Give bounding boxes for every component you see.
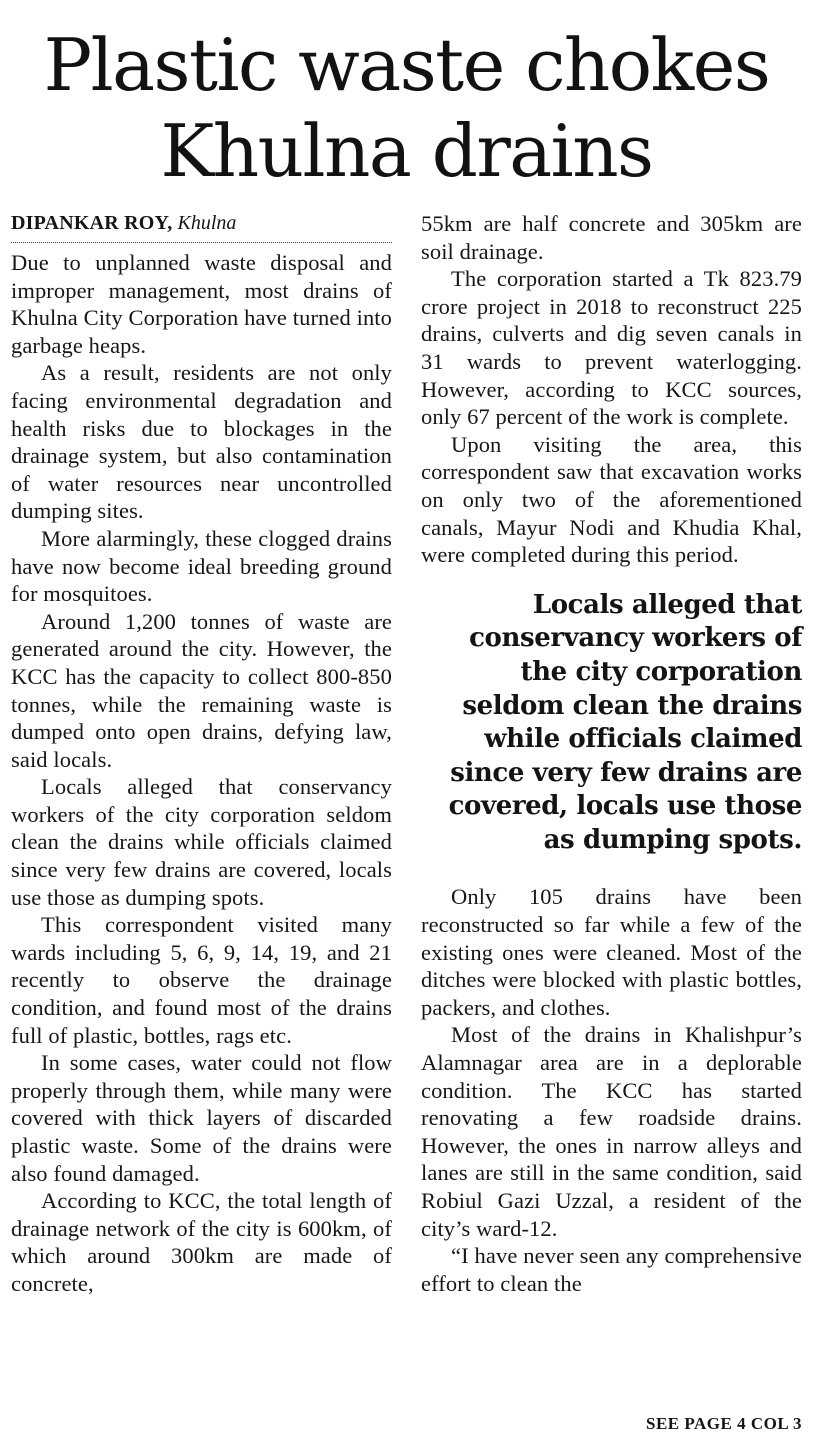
paragraph: More alarmingly, these clogged drains have now become ideal breeding ground for mosquitoes. <box>11 525 392 607</box>
right-column <box>421 210 802 1297</box>
continuation-jump-line: SEE PAGE 4 COL 3 <box>646 1414 802 1433</box>
paragraph: This correspondent visited many wards including 5, 6, 9, 14, 19, and 21 recently to observe the drainage condition, and found most of the drains full of plastic, bottles, rags etc. <box>11 912 392 1048</box>
left-column <box>11 210 392 1298</box>
paragraph: According to KCC, the total length of drainage network of the city is 600km, of which around 300km are made of concrete, <box>11 1188 392 1296</box>
paragraph: The corporation started a Tk 823.79 crore project in 2018 to reconstruct 225 drains, culverts and dig seven canals in 31 wards to prevent waterlogging. However, according to KCC sources, only 67 percent of the work is complete. <box>421 266 802 430</box>
paragraph: In some cases, water could not flow properly through them, while many were covered with thick layers of discarded plastic waste. Some of the drains were also found damaged. <box>11 1050 392 1186</box>
paragraph: Only 105 drains have been reconstructed so far while a few of the existing ones were cleaned. Most of the ditches were blocked with plastic bottles, packers, and clothes. <box>421 884 802 1020</box>
headline-line-2: Khulna drains <box>160 109 653 193</box>
paragraph: Locals alleged that conservancy workers of the city corporation seldom clean the drains while officials claimed since very few drains are covered, locals use those as dumping spots. <box>11 774 392 910</box>
paragraph: Due to unplanned waste disposal and improper management, most drains of Khulna City Corporation have turned into garbage heaps. <box>11 250 392 358</box>
byline-location: Khulna <box>177 212 237 234</box>
paragraph: Around 1,200 tonnes of waste are generated around the city. However, the KCC has the capacity to collect 800-850 tonnes, while the remaining waste is dumped onto open drains, defying law, said locals. <box>11 608 392 772</box>
paragraph: “I have never seen any comprehensive effort to clean the <box>421 1243 802 1296</box>
headline <box>0 22 813 194</box>
headline-line-1: Plastic waste chokes <box>43 23 770 107</box>
right-column-body-top <box>421 210 802 569</box>
paragraph: Upon visiting the area, this correspondent saw that excavation works on only two of the aforementioned canals, Mayur Nodi and Khudia Khal, were completed during this period. <box>421 431 802 568</box>
paragraph: As a result, residents are not only facing environmental degradation and health risks due to blockages in the drainage system, but also contamination of water resources near uncontrolled dumping sites. <box>11 360 392 524</box>
paragraph: Most of the drains in Khalishpur’s Alamnagar area are in a deplorable condition. The KCC has started renovating a few roadside drains. However, the ones in narrow alleys and lanes are still in the same condition, said Robiul Gazi Uzzal, a resident of the city’s ward-12. <box>421 1022 802 1241</box>
byline <box>11 210 392 243</box>
left-column-body <box>11 249 392 1298</box>
pull-quote: Locals alleged that conservancy workers of the city corporation seldom clean the drains while officials claimed since very few drains are covered, locals use those as dumping spots. <box>448 589 802 855</box>
right-column-body-bottom <box>421 883 802 1297</box>
paragraph: 55km are half concrete and 305km are soil drainage. <box>421 211 802 264</box>
byline-author: DIPANKAR ROY, <box>11 212 173 234</box>
